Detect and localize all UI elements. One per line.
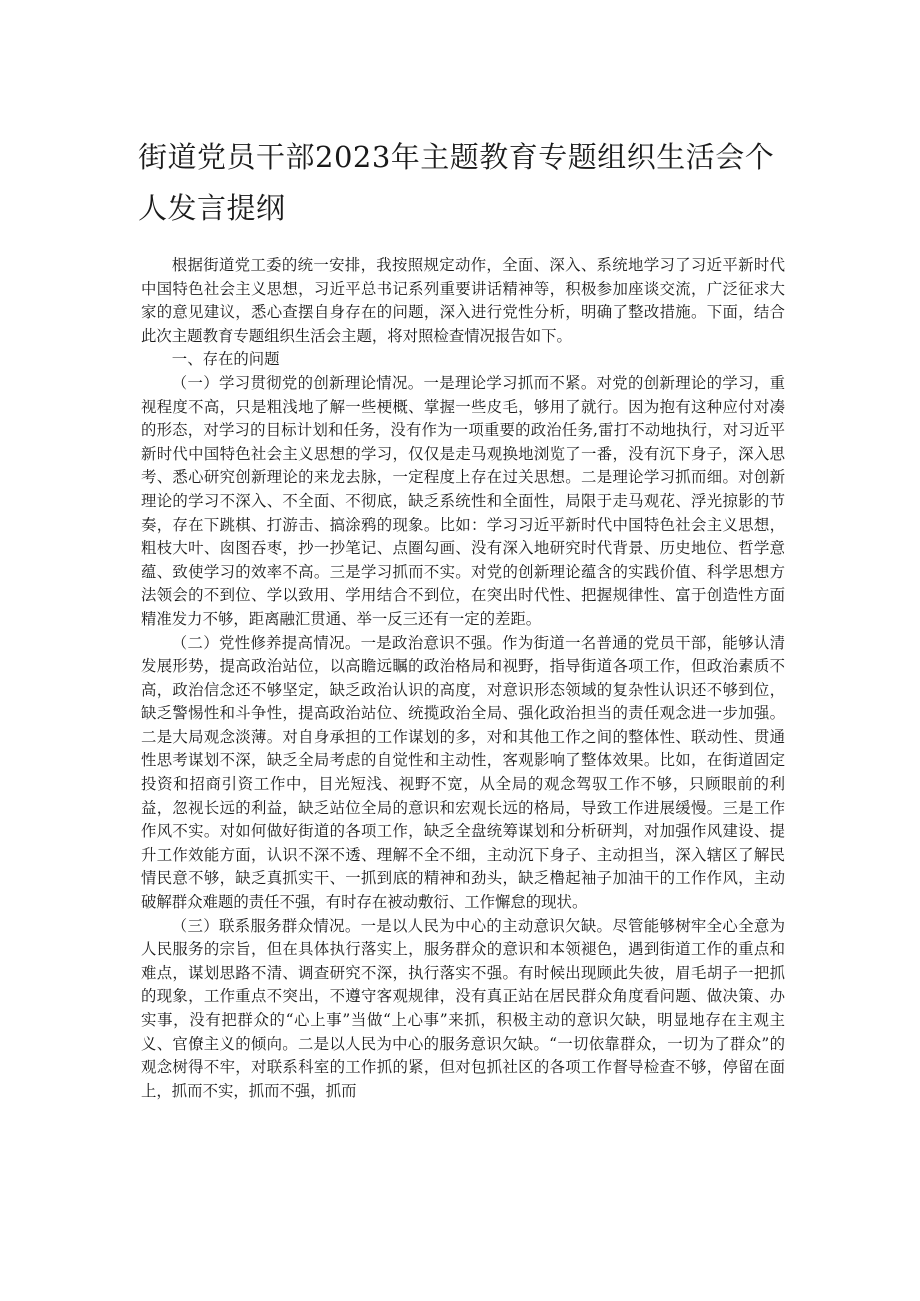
document-title: 街道党员干部2023年主题教育专题组织生活会个人发言提纲 — [138, 140, 775, 225]
document-body — [141, 254, 785, 1103]
paragraph-serve-masses: （三）联系服务群众情况。一是以人民为中心的主动意识欠缺。尽管能够树牢全心全意为人民服务的宗旨，但在具体执行落实上，服务群众的意识和本领褪色，遇到街道工作的重点和难点，谋划思路不清、调查研究不深，执行落实不强。有时候出现顾此失彼，眉毛胡子一把抓的现象，工作重点不突出，不遵守客观规律，没有真正站在居民群众角度看问题、做决策、办实事，没有把群众的“心上事”当做“上心事”来抓，积极主动的意识欠缺，明显地存在主观主义、官僚主义的倾向。二是以人民为中心的服务意识欠缺。“一切依靠群众，一切为了群众”的观念树得不牢，对联系科室的工作抓的紧，但对包抓社区的各项工作督导检查不够，停留在面上，抓而不实，抓而不强，抓而 — [141, 916, 785, 1100]
intro-paragraph: 根据街道党工委的统一安排，我按照规定动作，全面、深入、系统地学习了习近平新时代中国特色社会主义思想，习近平总书记系列重要讲话精神等，积极参加座谈交流，广泛征求大家的意见建议，悉心查摆自身存在的问题，深入进行党性分析，明确了整改措施。下面，结合此次主题教育专题组织生活会主题，将对照检查情况报告如下。 — [141, 256, 785, 345]
paragraph-party-spirit: （二）党性修养提高情况。一是政治意识不强。作为街道一名普通的党员干部，能够认清发展形势，提高政治站位，以高瞻远瞩的政治格局和视野，指导街道各项工作，但政治素质不高，政治信念还不够坚定，缺乏政治认识的高度，对意识形态领域的复杂性认识还不够到位，缺乏警惕性和斗争性，提高政治站位、统揽政治全局、强化政治担当的责任观念进一步加强。二是大局观念淡薄。对自身承担的工作谋划的多，对和其他工作之间的整体性、联动性、贯通性思考谋划不深，缺乏全局考虑的自觉性和主动性，客观影响了整体效果。比如，在街道固定投资和招商引资工作中，目光短浅、视野不宽，从全局的观念驾驭工作不够，只顾眼前的利益，忽视长远的利益，缺乏站位全局的意识和宏观长远的格局，导致工作进展缓慢。三是工作作风不实。对如何做好街道的各项工作，缺乏全盘统筹谋划和分析研判，对加强作风建设、提升工作效能方面，认识不深不透、理解不全不细，主动沉下身子、主动担当，深入辖区了解民情民意不够，缺乏真抓实干、一抓到底的精神和劲头，缺乏橹起袖子加油干的工作作风，主动破解群众难题的责任不强，有时存在被动敷衍、工作懈怠的现状。 — [141, 633, 785, 912]
paragraph-theory-study: （一）学习贯彻党的创新理论情况。一是理论学习抓而不紧。对党的创新理论的学习，重视程度不高，只是粗浅地了解一些梗概、掌握一些皮毛，够用了就行。因为抱有这种应付对凑的形态，对学习的目标计划和任务，没有作为一项重要的政治任务,雷打不动地执行，对习近平新时代中国特色社会主义思想的学习，仅仅是走马观换地浏览了一番，没有沉下身子，深入思考、悉心研究创新理论的来龙去脉，一定程度上存在过关思想。二是理论学习抓而细。对创新理论的学习不深入、不全面、不彻底，缺乏系统性和全面性，局限于走马观花、浮光掠影的节奏，存在下跳棋、打游击、搞涂鸦的现象。比如：学习习近平新时代中国特色社会主义思想，粗枝大叶、囱图吞枣，抄一抄笔记、点圈勾画、没有深入地研究时代背景、历史地位、哲学意蕴、致使学习的效率不高。三是学习抓而不实。对党的创新理论蕴含的实践价值、科学思想方法领会的不到位、学以致用、学用结合不到位，在突出时代性、把握规律性、富于创造性方面精准发力不够，距离融汇贯通、举一反三还有一定的差距。 — [141, 373, 785, 628]
section-heading-problems: 一、存在的问题 — [171, 350, 280, 369]
